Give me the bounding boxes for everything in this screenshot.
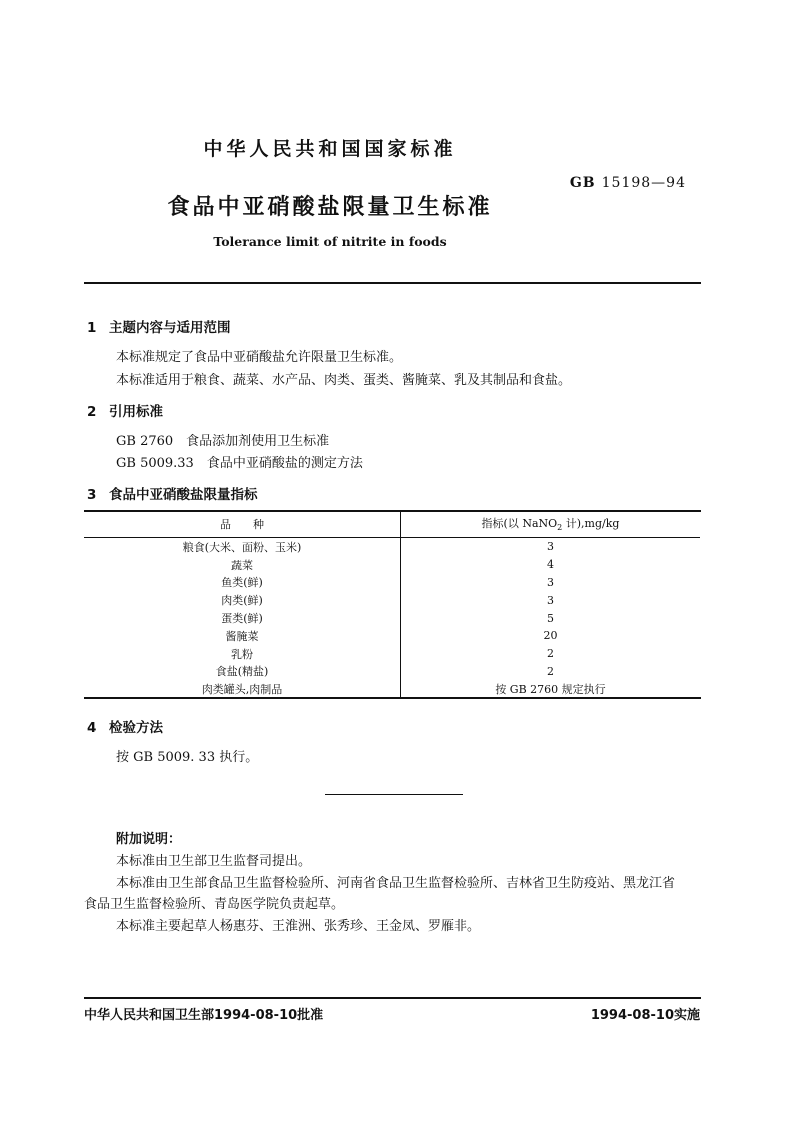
limit-value-cell: 4 [547,558,554,572]
table-row [84,556,700,574]
notes-line: 本标准由卫生部食品卫生监督检验所、河南省食品卫生监督检验所、吉林省卫生防疫站、黑龙江省 [116,876,676,891]
header-text-post: 计),mg/kg [562,517,620,531]
table-row [84,574,700,592]
table-row [84,645,700,663]
food-item-cell: 蔬菜 [84,556,401,574]
food-item-cell: 肉类罐头,肉制品 [84,680,401,698]
section-number: 2 [87,404,97,420]
section-3-heading [87,483,258,503]
section-title: 检验方法 [109,720,163,736]
section-number: 3 [87,487,97,503]
section-4-heading [87,716,163,736]
section-1-heading [87,316,231,336]
standard-number-value: 15198—94 [601,175,686,191]
reference-item: GB 5009.33 食品中亚硝酸盐的测定方法 [116,456,363,471]
table-row [84,663,700,681]
table-bottom-rule [84,697,701,699]
limit-value-cell: 2 [547,664,554,678]
header-text-pre: 指标(以 NaNO [481,517,558,531]
header-divider [84,282,701,284]
section-title: 引用标准 [109,404,163,420]
table-header-row [84,511,700,538]
standard-prefix: GB [569,175,596,191]
section-1-paragraph: 本标准适用于粮食、蔬菜、水产品、肉类、蛋类、酱腌菜、乳及其制品和食盐。 [116,373,572,388]
column-header-item: 品 种 [84,511,401,538]
footer-divider [84,997,701,999]
notes-title: 附加说明： [116,832,182,847]
page-title: 食品中亚硝酸盐限量卫生标准 [167,195,493,220]
standard-number [570,175,686,191]
english-title: Tolerance limit of nitrite in foods [213,234,447,249]
nitrite-limit-table [84,511,700,698]
approval-line: 中华人民共和国卫生部1994-08-10批准 [84,1008,324,1023]
food-item-cell: 食盐(精盐) [84,663,401,681]
notes-line: 本标准由卫生部卫生监督司提出。 [116,854,312,869]
limit-value-cell: 2 [547,647,554,661]
table-row [84,627,700,645]
section-number: 4 [87,720,97,736]
limit-value-cell: 5 [547,611,554,625]
notes-line: 食品卫生监督检验所、青岛医学院负责起草。 [84,897,345,912]
column-header-limit [401,511,701,538]
section-title: 食品中亚硝酸盐限量指标 [109,487,258,503]
food-item-cell: 酱腌菜 [84,627,401,645]
national-standard-heading: 中华人民共和国国家标准 [203,138,457,160]
food-item-cell: 乳粉 [84,645,401,663]
food-item-cell: 鱼类(鲜) [84,574,401,592]
limit-value-cell: 3 [547,540,554,554]
notes-line: 本标准主要起草人杨惠芬、王淮洲、张秀珍、王金凤、罗雁非。 [116,919,481,934]
reference-item: GB 2760 食品添加剂使用卫生标准 [116,434,330,449]
header-subscript: 2 [557,523,563,533]
food-item-cell: 蛋类(鲜) [84,609,401,627]
section-2-heading [87,400,163,420]
end-divider [325,794,463,795]
implementation-line: 1994-08-10实施 [590,1008,700,1023]
table-row [84,591,700,609]
table-row [84,538,700,556]
food-item-cell: 肉类(鲜) [84,591,401,609]
limit-value-cell: 按 GB 2760 规定执行 [495,683,606,697]
limit-value-cell: 3 [547,593,554,607]
food-item-cell: 粮食(大米、面粉、玉米) [84,538,401,556]
limit-value-cell: 3 [547,575,554,589]
table-row [84,609,700,627]
table-row [84,680,700,698]
section-title: 主题内容与适用范围 [109,320,231,336]
section-4-text: 按 GB 5009. 33 执行。 [116,750,259,765]
section-1-paragraph: 本标准规定了食品中亚硝酸盐允许限量卫生标准。 [116,350,403,365]
section-number: 1 [87,320,97,336]
limit-value-cell: 20 [543,629,558,643]
